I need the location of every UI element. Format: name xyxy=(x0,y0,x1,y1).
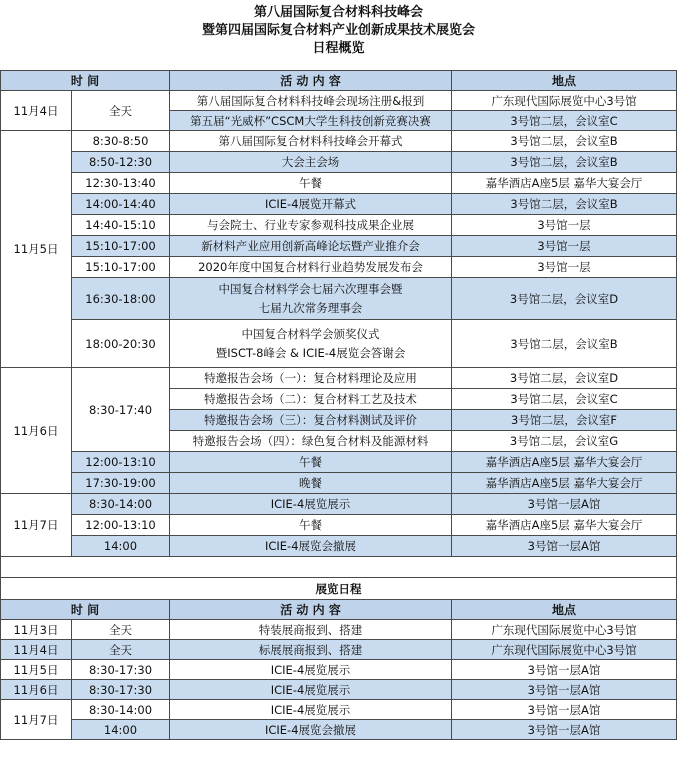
location-cell: 嘉华酒店A座5层 嘉华大宴会厅 xyxy=(452,473,677,494)
location-cell: 广东现代国际展览中心3号馆 xyxy=(452,640,677,660)
activity-cell-two-line xyxy=(170,278,452,320)
location-cell: 3号馆二层，会议室F xyxy=(452,410,677,431)
activity-cell: 特邀报告会场（三）：复合材料测试及评价 xyxy=(170,410,452,431)
time-cell: 8:30-14:00 xyxy=(72,700,170,720)
schedule-table xyxy=(0,70,677,740)
time-cell: 14:00 xyxy=(72,536,170,557)
activity-cell: ICIE-4展览会撤展 xyxy=(170,536,452,557)
location-cell: 3号馆一层 xyxy=(452,215,677,236)
exhibition-title: 展览日程 xyxy=(1,578,677,600)
location-cell: 3号馆一层 xyxy=(452,236,677,257)
time-cell: 16:30-18:00 xyxy=(72,278,170,320)
time-cell: 12:30-13:40 xyxy=(72,173,170,194)
activity-cell: 第五届“光威杯”CSCM大学生科技创新竞赛决赛 xyxy=(170,111,452,131)
time-cell: 18:00-20:30 xyxy=(72,320,170,368)
time-cell: 14:00-14:40 xyxy=(72,194,170,215)
activity-cell: 2020年度中国复合材料行业趋势发展发布会 xyxy=(170,257,452,278)
time-cell: 全天 xyxy=(72,620,170,640)
activity-cell: 第八届国际复合材料科技峰会现场注册&报到 xyxy=(170,91,452,111)
location-cell: 3号馆二层，会议室B xyxy=(452,320,677,368)
activity-line-2: 暨ISCT-8峰会 & ICIE-4展览会答谢会 xyxy=(215,345,406,360)
time-cell: 15:10-17:00 xyxy=(72,257,170,278)
activity-cell-two-line xyxy=(170,320,452,368)
date-cell: 11月4日 xyxy=(1,91,72,131)
title-line-3: 日程概览 xyxy=(312,41,365,56)
exhibition-header-location: 地点 xyxy=(452,600,677,620)
spacer-row xyxy=(1,557,677,578)
time-cell: 17:30-19:00 xyxy=(72,473,170,494)
title-line-2: 暨第四届国际复合材料产业创新成果技术展览会 xyxy=(201,23,475,38)
time-cell: 14:00 xyxy=(72,720,170,740)
activity-line-2: 七届九次常务理事会 xyxy=(258,300,363,315)
activity-cell: 特装展商报到、搭建 xyxy=(170,620,452,640)
date-cell: 11月7日 xyxy=(1,494,72,557)
activity-cell: ICIE-4展览开幕式 xyxy=(170,194,452,215)
time-cell: 8:30-17:40 xyxy=(72,368,170,452)
time-cell: 12:00-13:10 xyxy=(72,452,170,473)
location-cell: 3号馆二层，会议室D xyxy=(452,278,677,320)
activity-cell: 特邀报告会场（二）：复合材料工艺及技术 xyxy=(170,389,452,410)
time-cell: 8:50-12:30 xyxy=(72,152,170,173)
time-cell: 8:30-14:00 xyxy=(72,494,170,515)
activity-cell: ICIE-4展览展示 xyxy=(170,680,452,700)
activity-cell: ICIE-4展览展示 xyxy=(170,494,452,515)
activity-cell: 大会主会场 xyxy=(170,152,452,173)
time-cell: 12:00-13:10 xyxy=(72,515,170,536)
activity-cell: 与会院士、行业专家参观科技成果企业展 xyxy=(170,215,452,236)
header-time: 时 间 xyxy=(1,71,170,91)
header-activity: 活 动 内 容 xyxy=(170,71,452,91)
location-cell: 3号馆二层，会议室B xyxy=(452,152,677,173)
spacer-cell xyxy=(1,557,677,578)
location-cell: 嘉华酒店A座5层 嘉华大宴会厅 xyxy=(452,515,677,536)
activity-line-1: 中国复合材料学会颁奖仪式 xyxy=(241,326,380,341)
date-cell: 11月7日 xyxy=(1,700,72,740)
exhibition-header-time: 时 间 xyxy=(1,600,170,620)
date-cell: 11月5日 xyxy=(1,660,72,680)
activity-cell: 午餐 xyxy=(170,515,452,536)
time-cell: 15:10-17:00 xyxy=(72,236,170,257)
location-cell: 3号馆一层A馆 xyxy=(452,494,677,515)
date-cell: 11月5日 xyxy=(1,131,72,368)
date-cell: 11月6日 xyxy=(1,680,72,700)
location-cell: 3号馆一层A馆 xyxy=(452,660,677,680)
time-cell: 全天 xyxy=(72,91,170,131)
location-cell: 嘉华酒店A座5层 嘉华大宴会厅 xyxy=(452,173,677,194)
location-cell: 3号馆一层A馆 xyxy=(452,536,677,557)
location-cell: 3号馆一层A馆 xyxy=(452,700,677,720)
page-titles xyxy=(0,0,677,70)
exhibition-header-activity: 活 动 内 容 xyxy=(170,600,452,620)
location-cell: 嘉华酒店A座5层 嘉华大宴会厅 xyxy=(452,452,677,473)
location-cell: 3号馆一层A馆 xyxy=(452,720,677,740)
activity-line-1: 中国复合材料学会七届六次理事会暨 xyxy=(218,281,403,296)
activity-cell: 新材料产业应用创新高峰论坛暨产业推介会 xyxy=(170,236,452,257)
location-cell: 3号馆二层，会议室G xyxy=(452,431,677,452)
time-cell: 8:30-17:30 xyxy=(72,660,170,680)
activity-cell: 标展展商报到、搭建 xyxy=(170,640,452,660)
location-cell: 3号馆二层，会议室B xyxy=(452,131,677,152)
title-line-1: 第八届国际复合材料科技峰会 xyxy=(253,5,423,20)
activity-cell: 特邀报告会场（一）：复合材料理论及应用 xyxy=(170,368,452,389)
activity-cell: 特邀报告会场（四）：绿色复合材料及能源材料 xyxy=(170,431,452,452)
activity-cell: 晚餐 xyxy=(170,473,452,494)
activity-cell: ICIE-4展览会撤展 xyxy=(170,720,452,740)
time-cell: 14:40-15:10 xyxy=(72,215,170,236)
location-cell: 3号馆二层，会议室D xyxy=(452,368,677,389)
activity-cell: 午餐 xyxy=(170,173,452,194)
time-cell: 全天 xyxy=(72,640,170,660)
activity-cell: 午餐 xyxy=(170,452,452,473)
activity-cell: ICIE-4展览展示 xyxy=(170,660,452,680)
activity-cell: ICIE-4展览展示 xyxy=(170,700,452,720)
location-cell: 3号馆二层，会议室B xyxy=(452,194,677,215)
time-cell: 8:30-8:50 xyxy=(72,131,170,152)
location-cell: 广东现代国际展览中心3号馆 xyxy=(452,91,677,111)
time-cell: 8:30-17:30 xyxy=(72,680,170,700)
location-cell: 广东现代国际展览中心3号馆 xyxy=(452,620,677,640)
location-cell: 3号馆一层A馆 xyxy=(452,680,677,700)
date-cell: 11月3日 xyxy=(1,620,72,640)
location-cell: 3号馆二层，会议室C xyxy=(452,389,677,410)
date-cell: 11月6日 xyxy=(1,368,72,494)
header-location: 地点 xyxy=(452,71,677,91)
activity-cell: 第八届国际复合材料科技峰会开幕式 xyxy=(170,131,452,152)
location-cell: 3号馆二层，会议室C xyxy=(452,111,677,131)
date-cell: 11月4日 xyxy=(1,640,72,660)
location-cell: 3号馆一层 xyxy=(452,257,677,278)
